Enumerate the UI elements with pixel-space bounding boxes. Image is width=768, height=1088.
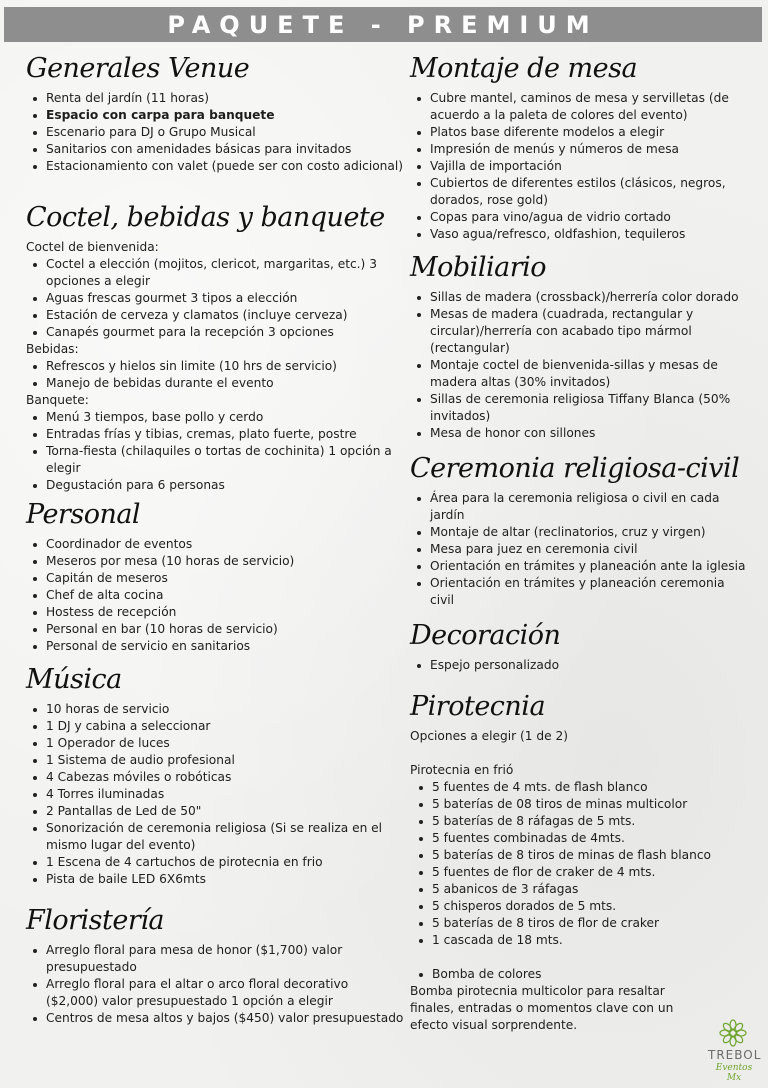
list-item: Mesa para juez en ceremonia civil [410,541,750,558]
list-item: Estación de cerveza y clamatos (incluye cerveza) [26,307,404,324]
list-item: 10 horas de servicio [26,701,404,718]
list-item: Centros de mesa altos y bajos ($450) valor presupuestado [26,1010,404,1027]
list-item: Degustación para 6 personas [26,477,404,494]
list-item: Impresión de menús y números de mesa [410,141,750,158]
bebidas-list [26,358,404,392]
list-item: Coctel a elección (mojitos, clericot, margaritas, etc.) 3 opciones a elegir [26,256,404,290]
list-item: 5 fuentes de 4 mts. de flash blanco [412,779,750,796]
section-heading: Personal [26,499,141,530]
section-pirotecnia [410,686,750,1034]
list-item: 5 fuentes de flor de craker de 4 mts. [412,864,750,881]
section-heading: Mobiliario [410,252,546,283]
section-heading: Ceremonia religiosa-civil [410,453,740,484]
logo-text: TREBOL [708,1048,762,1062]
list-item: Sillas de madera (crossback)/herrería color dorado [410,289,750,306]
ceremonia-list [410,490,750,609]
section-personal [26,494,404,655]
subheading: Coctel de bienvenida: [26,240,159,254]
list-item: Torna-fiesta (chilaquiles o tortas de cochinita) 1 opción a elegir [26,443,404,477]
list-item: Sonorización de ceremonia religiosa (Si se realiza en el mismo lugar del evento) [26,820,404,854]
list-item: Montaje coctel de bienvenida-sillas y mesas de madera altas (30% invitados) [410,357,750,391]
section-heading: Floristería [26,905,164,936]
list-item: Mesa de honor con sillones [410,425,750,442]
personal-list [26,536,404,655]
list-item: 1 Escena de 4 cartuchos de pirotecnia en frio [26,854,404,871]
section-coctel-bebidas-banquete [26,197,404,494]
section-musica [26,659,404,888]
list-item: Manejo de bebidas durante el evento [26,375,404,392]
coctel-list [26,256,404,341]
list-item: Sillas de ceremonia religiosa Tiffany Blanca (50% invitados) [410,391,750,425]
list-item: Personal en bar (10 horas de servicio) [26,621,404,638]
list-item: Canapés gourmet para la recepción 3 opciones [26,324,404,341]
list-item: Orientación en trámites y planeación ceremonia civil [410,575,750,609]
right-column [410,48,750,1034]
list-item: Meseros por mesa (10 horas de servicio) [26,553,404,570]
list-item: Vajilla de importación [410,158,750,175]
section-mobiliario [410,247,750,442]
list-item: Escenario para DJ o Grupo Musical [26,124,404,141]
mobiliario-list [410,289,750,442]
list-item: Montaje de altar (reclinatorios, cruz y virgen) [410,524,750,541]
list-item: Sanitarios con amenidades básicas para invitados [26,141,404,158]
list-item: Pista de baile LED 6X6mts [26,871,404,888]
list-item: Refrescos y hielos sin limite (10 hrs de servicio) [26,358,404,375]
section-heading: Pirotecnia [410,691,546,722]
page-title: PAQUETE - PREMIUM [167,10,599,39]
list-item: 1 cascada de 18 mts. [412,932,750,949]
montaje-list [410,90,750,243]
section-heading: Música [26,664,122,695]
list-item: 1 Operador de luces [26,735,404,752]
list-item: Platos base diferente modelos a elegir [410,124,750,141]
section-heading: Montaje de mesa [410,53,638,84]
list-item: 4 Cabezas móviles o robóticas [26,769,404,786]
bomba-list [412,966,750,983]
list-item: Vaso agua/refresco, oldfashion, tequileros [410,226,750,243]
list-item: Arreglo floral para el altar o arco floral decorativo ($2,000) valor presupuestado 1 opción a elegir [26,976,404,1010]
list-item: Coordinador de eventos [26,536,404,553]
list-item: 1 Sistema de audio profesional [26,752,404,769]
subheading: Bebidas: [26,342,79,356]
section-heading: Generales Venue [26,53,250,84]
list-item: 5 baterías de 8 tiros de minas de flash blanco [412,847,750,864]
subheading: Pirotecnia en frió [410,763,514,777]
list-item: 1 DJ y cabina a seleccionar [26,718,404,735]
banquete-list [26,409,404,494]
floristeria-list [26,942,404,1027]
list-item: Arreglo floral para mesa de honor ($1,700) valor presupuestado [26,942,404,976]
subheading: Banquete: [26,393,89,407]
pirotecnia-list [412,779,750,949]
section-ceremonia [410,448,750,609]
list-item: Área para la ceremonia religiosa o civil en cada jardín [410,490,750,524]
list-item: Espejo personalizado [410,657,750,674]
list-item: Cubre mantel, caminos de mesa y servilletas (de acuerdo a la paleta de colores del evento) [410,90,750,124]
list-item: Capitán de meseros [26,570,404,587]
list-item: Hostess de recepción [26,604,404,621]
section-floristeria [26,900,404,1027]
logo-script: Eventos Mx [715,1063,753,1083]
decoracion-list [410,657,750,674]
trebol-mandala-icon [708,1018,758,1050]
list-item: 5 baterías de 8 tiros de flor de craker [412,915,750,932]
list-item: Orientación en trámites y planeación ante la iglesia [410,558,750,575]
list-item: Estacionamiento con valet (puede ser con costo adicional) [26,158,404,175]
list-item: Renta del jardín (11 horas) [26,90,404,107]
list-item: Personal de servicio en sanitarios [26,638,404,655]
list-item: 4 Torres iluminadas [26,786,404,803]
pirotecnia-intro: Opciones a elegir (1 de 2) [410,729,569,743]
list-item: Mesas de madera (cuadrada, rectangular y circular)/herrería con acabado tipo mármol (rectangular) [410,306,750,357]
list-item: 2 Pantallas de Led de 50" [26,803,404,820]
section-montaje-mesa [410,48,750,243]
list-item: Entradas frías y tibias, cremas, plato fuerte, postre [26,426,404,443]
list-item: 5 abanicos de 3 ráfagas [412,881,750,898]
musica-list [26,701,404,888]
list-item: 5 baterías de 08 tiros de minas multicolor [412,796,750,813]
generales-list [26,90,404,175]
left-column [26,48,404,1027]
pirotecnia-outro: Bomba pirotecnia multicolor para resaltar finales, entradas o momentos clave con un efecto visual sorprendente. [410,984,674,1032]
section-generales-venue [26,48,404,175]
list-item: Menú 3 tiempos, base pollo y cerdo [26,409,404,426]
list-item: 5 baterías de 8 ráfagas de 5 mts. [412,813,750,830]
section-heading: Coctel, bebidas y banquete [26,202,385,233]
list-item: 5 fuentes combinadas de 4mts. [412,830,750,847]
list-item: Aguas frescas gourmet 3 tipos a elección [26,290,404,307]
section-decoracion [410,615,750,674]
list-item: Cubiertos de diferentes estilos (clásicos, negros, dorados, rose gold) [410,175,750,209]
list-item: Copas para vino/agua de vidrio cortado [410,209,750,226]
list-item: Chef de alta cocina [26,587,404,604]
section-heading: Decoración [410,620,561,651]
list-item: Espacio con carpa para banquete [26,107,404,124]
list-item: 5 chisperos dorados de 5 mts. [412,898,750,915]
list-item: Bomba de colores [412,966,750,983]
title-banner [4,7,762,42]
trebol-logo [708,1018,762,1084]
